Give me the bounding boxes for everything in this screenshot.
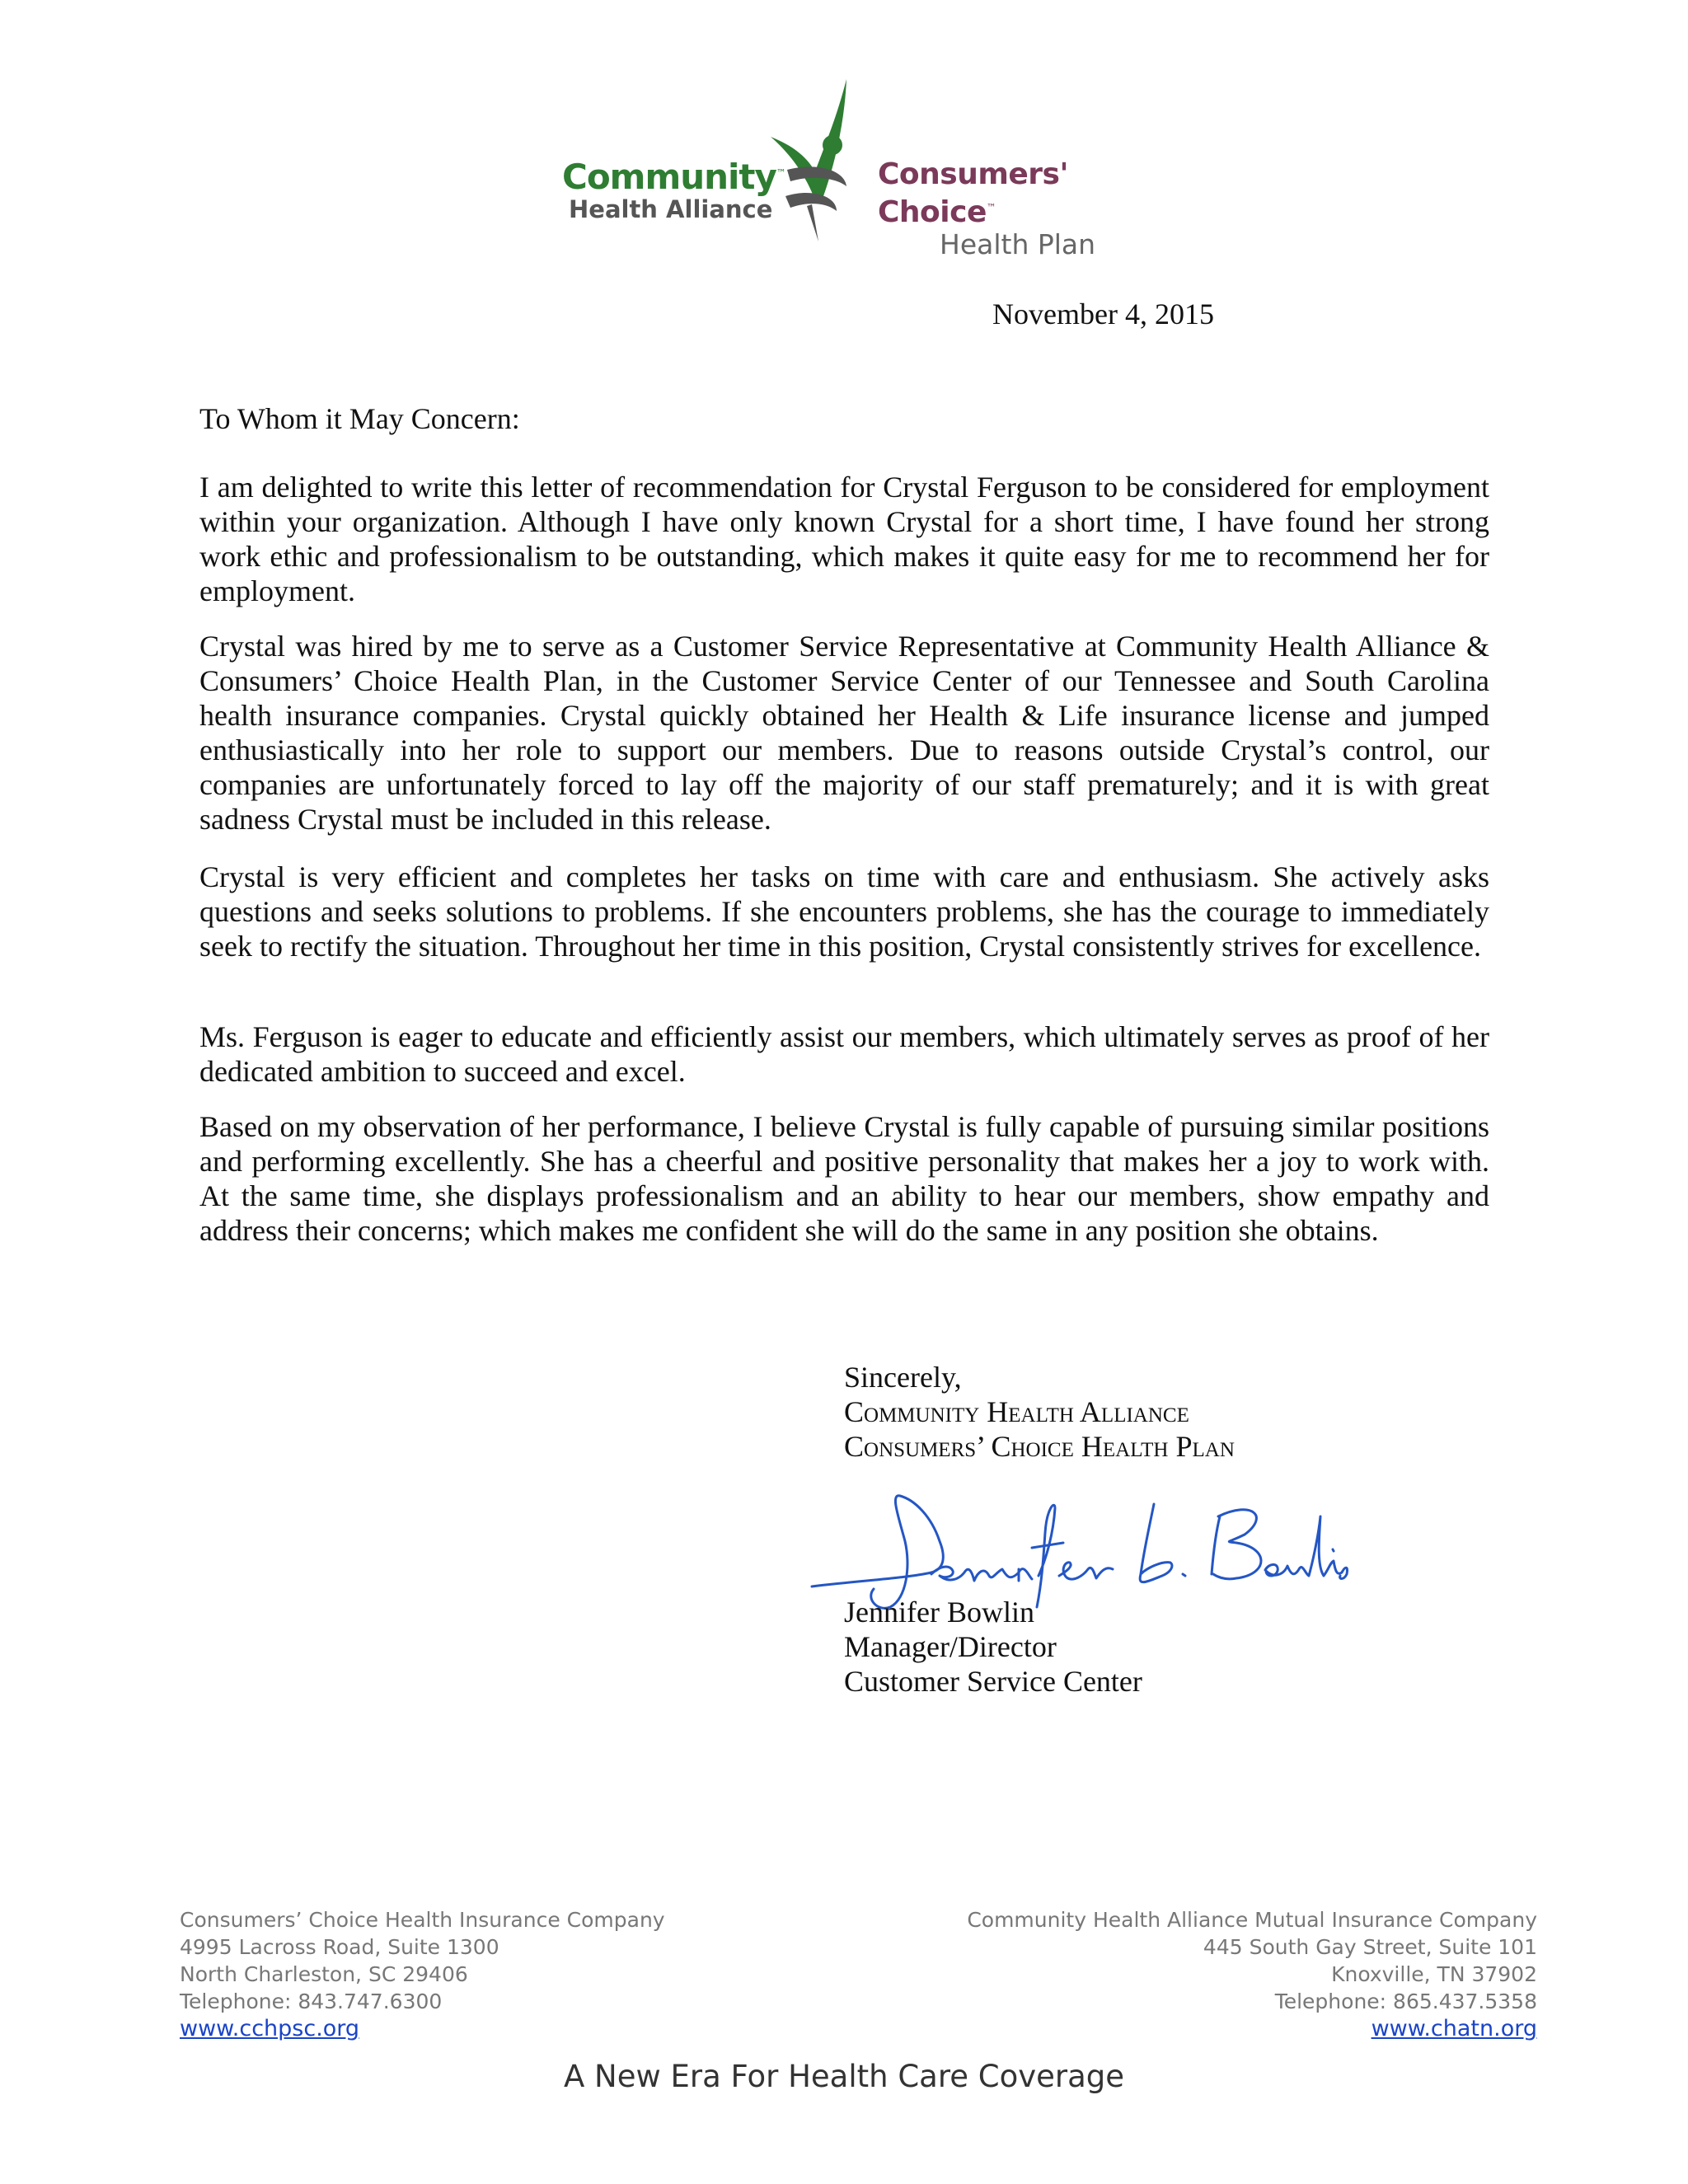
footer-right-address2: Knoxville, TN 37902: [1331, 1962, 1537, 1986]
footer-left-address1: 4995 Lacross Road, Suite 1300: [180, 1935, 499, 1959]
body-paragraph: I am delighted to write this letter of recommendation for Crystal Ferguson to be considered for employment within your organization. Although I have only known Crystal for a short time, I have found her strong work ethic and professionalism to be outstanding, which makes it quite easy for me to recommend her for employment.: [199, 471, 1489, 607]
closing-salutation: Sincerely,: [844, 1361, 962, 1394]
footer-right-address: [967, 1906, 1537, 2042]
header-logo: [552, 73, 1179, 260]
footer-left-website-link[interactable]: www.cchpsc.org: [180, 2016, 360, 2041]
logo-community-text: Community: [562, 157, 776, 197]
body-paragraph: Based on my observation of her performance, I believe Crystal is fully capable of pursuing similar positions and performing excellently. She has a cheerful and positive personality that makes her a joy to work with. At the same time, she displays professionalism and an ability to hear our members, show empathy and address their concerns; which makes me confident she will do the same in any position she obtains.: [199, 1110, 1489, 1247]
logo-consumers-text: Consumers' Choice: [878, 157, 1068, 229]
footer-left-phone: Telephone: 843.747.6300: [180, 1990, 443, 2013]
signer-department: Customer Service Center: [844, 1665, 1142, 1698]
footer-left-company: Consumers’ Choice Health Insurance Company: [180, 1908, 665, 1932]
footer-left-address: [180, 1906, 665, 2042]
body-paragraph: Crystal was hired by me to serve as a Customer Service Representative at Community Health Alliance & Consumers’ Choice Health Plan, in the Customer Service Center of our Tennessee and South Carolina health insurance companies. Crystal quickly obtained her Health & Life insurance license and jumped enthusiastically into her role to support our members. Due to reasons outside Crystal’s control, our companies are unfortunately forced to lay off the majority of our staff prematurely; and it is with great sadness Crystal must be included in this release.: [199, 630, 1489, 836]
closing-block: [844, 1360, 1235, 1464]
signer-title: Manager/Director: [844, 1630, 1057, 1663]
body-paragraph: Ms. Ferguson is eager to educate and efficiently assist our members, which ultimately serves as proof of her dedicated ambition to succeed and excel.: [199, 1020, 1489, 1088]
salutation: To Whom it May Concern:: [199, 402, 520, 435]
logo-health-plan-text: Health Plan: [940, 228, 1096, 260]
footer-right-address1: 445 South Gay Street, Suite 101: [1203, 1935, 1537, 1959]
footer-tagline: A New Era For Health Care Coverage: [563, 2059, 1125, 2094]
logo-tm-mark: ™: [776, 167, 785, 179]
logo-tm-mark: ™: [986, 202, 996, 213]
figure-logo-icon: [754, 73, 870, 246]
org-name-line1: Community Health Alliance: [844, 1395, 1189, 1428]
footer-right-phone: Telephone: 865.437.5358: [1274, 1990, 1537, 2013]
signer-name: Jennifer Bowlin: [844, 1596, 1034, 1629]
footer-right-website-link[interactable]: www.chatn.org: [1371, 2016, 1537, 2041]
org-name-line2: Consumers’ Choice Health Plan: [844, 1430, 1235, 1463]
footer-right-company: Community Health Alliance Mutual Insurance Company: [967, 1908, 1537, 1932]
letter-date: November 4, 2015: [992, 298, 1214, 330]
footer-left-address2: North Charleston, SC 29406: [180, 1962, 468, 1986]
logo-health-alliance-text: Health Alliance: [569, 195, 773, 223]
consumers-choice-logo: [878, 158, 1179, 260]
signer-block: [844, 1595, 1142, 1699]
body-paragraph: Crystal is very efficient and completes her tasks on time with care and enthusiasm. She actively asks questions and seeks solutions to problems. If she encounters problems, she has the courage to immediately seek to rectify the situation. Throughout her time in this position, Crystal consistently strives for excellence.: [199, 860, 1489, 963]
community-health-alliance-logo: [562, 155, 785, 223]
